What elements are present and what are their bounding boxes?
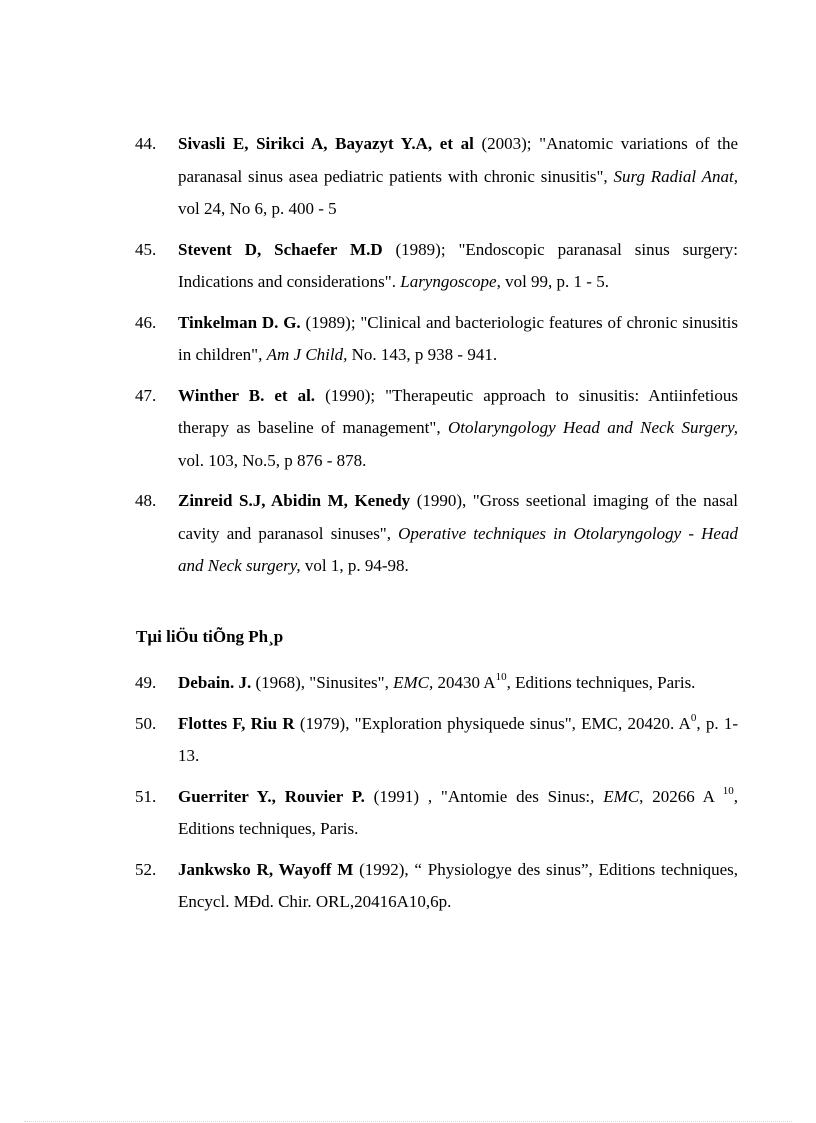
reference-number: 49. [135,673,157,692]
reference-item [135,854,738,919]
reference-text: (1990); "Therapeutic approach to sinusitis: Antiinfetious therapy as baseline of management", [178,385,739,437]
reference-item [135,128,738,226]
reference-authors: Debain. J. [178,673,252,692]
reference-authors: Guerriter Y., Rouvier P. [178,786,365,806]
reference-superscript: 10 [495,671,507,684]
reference-details: vol. 103, No.5, p 876 - 878. [178,450,367,470]
reference-text: (1990), "Gross seetional imaging of the nasal cavity and paranasol sinuses", [178,491,738,543]
reference-number: 48. [135,491,157,510]
reference-item [135,708,738,773]
reference-authors: Jankwsko R, Wayoff M [178,859,354,879]
reference-authors: Stevent D, Schaefer M.D [178,239,383,259]
reference-superscript: 10 [722,784,734,797]
reference-authors: Tinkelman D. G. [178,312,301,332]
reference-superscript: 0 [690,711,697,724]
reference-number: 47. [135,385,157,405]
reference-authors: Zinreid S.J, Abidin M, Kenedy [178,491,411,510]
reference-number: 46. [135,312,157,332]
reference-authors: Winther B. et al. [178,385,316,405]
reference-journal: EMC, [393,673,434,692]
reference-item [135,380,738,478]
reference-text: (1992), “ Physiologye des sinus”, Editions techniques, Encycl. MÐd. Chir. ORL,20416A10,6p. [178,859,739,911]
reference-item [135,667,738,700]
reference-details: , vol 99, p. 1 - 5. [496,272,609,291]
reference-text: (1991) , "Antomie des Sinus:, [364,786,604,806]
reference-text: (1989); "Clinical and bacteriologic features of chronic sinusitis in children", [178,312,738,364]
reference-number: 50. [135,713,157,733]
reference-details: , Editions techniques, Paris. [178,786,738,838]
reference-journal: Am J Child, [266,345,348,364]
reference-details: vol 24, No 6, p. 400 - 5 [178,199,337,218]
page-bottom-divider [24,1121,792,1122]
reference-text: 20430 A [433,673,496,692]
reference-number: 52. [135,859,157,879]
reference-text: (1989); "Endoscopic paranasal sinus surgery: Indications and considerations". [178,239,738,291]
reference-item [135,307,738,372]
reference-journal: Surg Radial Anat, [613,166,739,186]
reference-authors: Flottes F, Riu R [178,713,295,733]
reference-text: , 20266 A [639,786,723,806]
reference-item [135,485,738,583]
reference-details: vol 1, p. 94-98. [300,556,409,575]
section-title: Tµi liÖu tiÕng Ph¸p [136,627,284,646]
reference-text: (1968), "Sinusites", [251,673,394,692]
reference-number: 51. [135,786,157,806]
reference-journal: EMC [603,786,640,806]
reference-details: , p. 1-13. [178,713,738,765]
reference-journal: Operative techniques in Otolaryngology - Head and Neck surgery, [178,523,738,575]
reference-text: (2003); "Anatomic variations of the paranasal sinus asea pediatric patients with chronic sinusitis", [178,134,738,186]
reference-item [135,781,738,846]
reference-number: 45. [135,239,157,259]
reference-details: , Editions techniques, Paris. [506,673,696,692]
reference-authors: Sivasli E, Sirikci A, Bayazyt Y.A, et al [178,134,474,153]
reference-text: (1979), "Exploration physiquede sinus", EMC, 20420. A [294,713,691,733]
reference-list-bottom [135,667,738,919]
reference-journal: Laryngoscope [400,272,497,291]
reference-journal: Otolaryngology Head and Neck Surgery, [447,418,738,437]
reference-item [135,234,738,299]
reference-details: No. 143, p 938 - 941. [347,345,498,364]
reference-list-top [135,128,738,583]
reference-number: 44. [135,134,157,153]
